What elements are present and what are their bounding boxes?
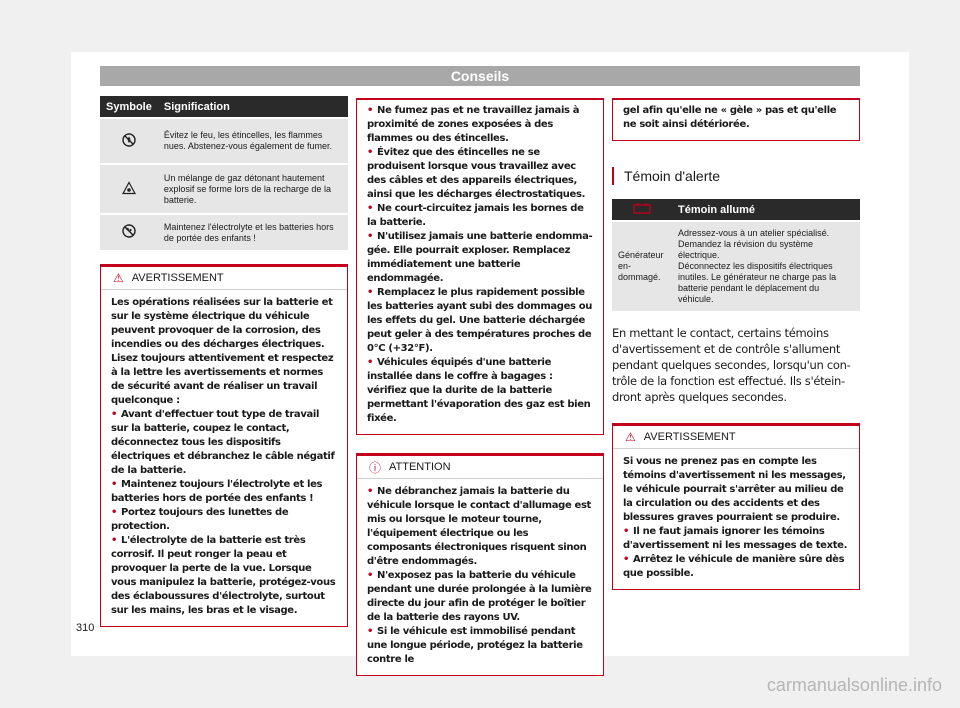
list-item: • L'électrolyte de la batterie est très corrosif. Il peut ronger la peau et provoquer la perte de la vue. Lorsque vous manipulez la batterie, protégez-vous des éclaboussures d'électrolyte, surtout sur les mains, les bras et le visage.: [111, 535, 336, 616]
warning-intro: Les opérations réalisées sur la batterie et sur le système électrique du véhicule peuvent provoquer de la corrosion, des incendies ou des décharges électriques. Lisez toujours attentivement et respectez à la lettre les avertissements et normes de sécurité avant de réaliser un travail quelconque :: [111, 297, 334, 406]
bullet-icon: •: [367, 357, 374, 368]
bullet-icon: •: [367, 231, 374, 242]
column-3: [612, 98, 860, 590]
explosion-warning-icon: [122, 181, 136, 195]
list-item: • Ne court-circuitez jamais les bornes de la batterie.: [367, 203, 584, 228]
table-row: [100, 214, 348, 250]
bullet-icon: •: [111, 507, 118, 518]
bullet-icon: •: [623, 554, 630, 565]
keep-away-children-icon: [122, 224, 136, 238]
bullet-icon: •: [367, 203, 374, 214]
list-item: • N'utilisez jamais une batterie endommagée. Elle pourrait exploser. Remplacez immédiatement une batterie endommagée.: [367, 231, 593, 284]
bullet-icon: •: [367, 147, 374, 158]
list-item: • Avant d'effectuer tout type de travail sur la batterie, coupez le contact, déconnectez tous les dispositifs électriques et débranchez le câble négatif de la batterie.: [111, 409, 335, 476]
page-header: Conseils: [100, 66, 860, 86]
info-circle-icon: ⓘ: [369, 460, 382, 475]
symbols-header-symbol: Symbole: [100, 96, 158, 118]
warning-light-table: [612, 199, 860, 311]
column-1: [100, 96, 348, 627]
attention-box-continued: [612, 98, 860, 141]
table-row: [612, 221, 860, 311]
list-item: • Portez toujours des lunettes de protection.: [111, 507, 289, 532]
list-item: • Il ne faut jamais ignorer les témoins d'avertissement ni les messages de texte.: [623, 526, 848, 551]
section-title: Témoin d'alerte: [612, 167, 860, 185]
list-item: • Arrêtez le véhicule de manière sûre dès que possible.: [623, 554, 845, 579]
bullet-icon: •: [111, 535, 118, 546]
page-number: 310: [76, 622, 95, 634]
table-row: [100, 118, 348, 164]
attention-title: ATTENTION: [389, 461, 451, 473]
bullet-icon: •: [367, 287, 374, 298]
column-2: [356, 98, 604, 676]
table-row: [100, 164, 348, 214]
list-item: • Ne débranchez jamais la batterie du véhicule lorsque le contact d'allumage est mis ou lorsque le moteur tourne, l'équipement électrique ou les composants électroniques risquent sinon d'être endommagés.: [367, 486, 591, 567]
warning-light-header: Témoin allumé: [672, 199, 860, 221]
section-accent-bar: [612, 167, 614, 185]
symbol-meaning: Évitez le feu, les étincelles, les flammes nues. Abstenez-vous également de fumer.: [158, 118, 348, 164]
battery-icon: [633, 203, 651, 214]
list-item: • N'exposez pas la batterie du véhicule pendant une durée prolongée à la lumière directe du jour afin de protéger le boîtier de la batterie des rayons UV.: [367, 570, 592, 623]
warning-light-action: Déconnectez les dispositifs électriques inutiles. Le générateur ne charge pas la batterie pendant le déplacement du véhicule.: [678, 261, 837, 304]
list-item: • Véhicules équipés d'une batterie installée dans le coffre à bagages : vérifiez que la durite de la batterie permettant l'évaporation des gaz est bien fixée.: [367, 357, 591, 424]
no-fire-icon: [122, 133, 136, 147]
bullet-icon: •: [111, 409, 118, 420]
bullet-icon: •: [367, 570, 374, 581]
warning-box: [100, 264, 348, 627]
list-item: • Maintenez toujours l'électrolyte et les batteries hors de portée des enfants !: [111, 479, 323, 504]
list-item: • Remplacez le plus rapidement possible les batteries ayant subi des dommages ou les effets du gel. Une batterie déchargée peut geler à des températures proches de 0°C (+32°F).: [367, 287, 593, 354]
warning-box: [612, 423, 860, 590]
bullet-icon: •: [367, 105, 374, 116]
warning-box-continued: [356, 98, 604, 435]
bullet-icon: •: [111, 479, 118, 490]
warning-triangle-icon: ⚠: [113, 271, 124, 285]
attention-continuation: gel afin qu'elle ne « gèle » pas et qu'elle ne soit ainsi détériorée.: [623, 105, 837, 130]
warning-intro: Si vous ne prenez pas en compte les témoins d'avertissement ni les messages, le véhicule pourrait s'arrêter au milieu de la circulation ou des accidents et des blessures graves pourraient se produire.: [623, 456, 846, 523]
list-item: • Si le véhicule est immobilisé pendant une longue période, protégez la batterie contre le: [367, 626, 583, 665]
list-item: • Ne fumez pas et ne travaillez jamais à proximité de zones exposées à des flammes ou des étincelles.: [367, 105, 580, 144]
symbols-table: [100, 96, 348, 250]
warning-title: AVERTISSEMENT: [643, 431, 736, 443]
bullet-icon: •: [367, 626, 374, 637]
body-paragraph: En mettant le contact, certains témoins d'avertissement et de contrôle s'allument pendant quelques secondes, lorsqu'un contrôle de la fonction est effectué. Ils s'éteindront après quelques secondes.: [612, 326, 851, 404]
symbol-meaning: Maintenez l'électrolyte et les batteries hors de portée des enfants !: [158, 214, 348, 250]
warning-light-condition: Générateur endommagé.: [612, 221, 672, 311]
attention-box: [356, 453, 604, 676]
bullet-icon: •: [367, 486, 374, 497]
bullet-icon: •: [623, 526, 630, 537]
symbol-meaning: Un mélange de gaz détonant hautement explosif se forme lors de la recharge de la batterie.: [158, 164, 348, 214]
warning-light-action: Adressez-vous à un atelier spécialisé. Demandez la révision du système électrique.: [678, 228, 830, 260]
warning-triangle-icon: ⚠: [625, 430, 636, 444]
list-item: • Évitez que des étincelles ne se produisent lorsque vous travaillez avec des câbles et des appareils électriques, ainsi que les décharges électrostatiques.: [367, 147, 586, 200]
symbols-header-meaning: Signification: [158, 96, 348, 118]
warning-title: AVERTISSEMENT: [131, 272, 224, 284]
watermark-footer: carmanualsonline.info: [766, 675, 942, 695]
